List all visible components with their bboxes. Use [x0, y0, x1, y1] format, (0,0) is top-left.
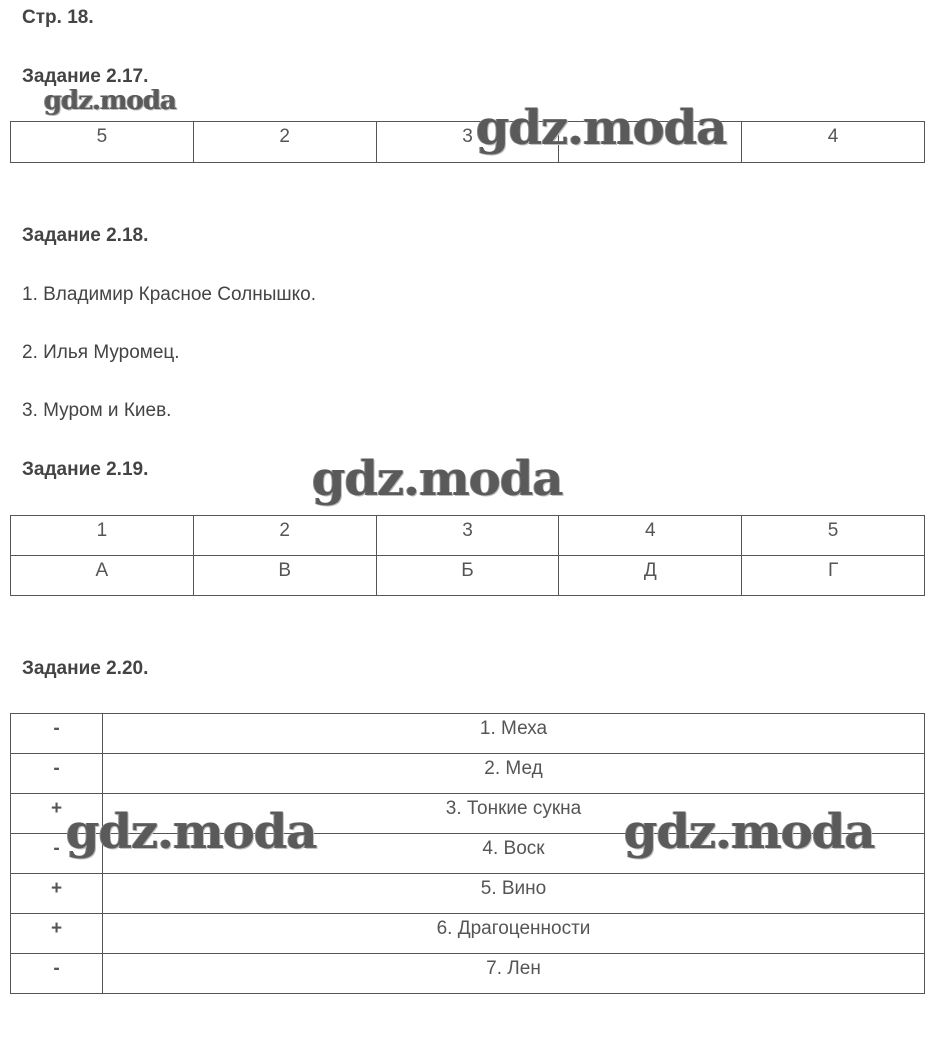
table-row [11, 714, 925, 754]
item-cell: 2. Мед [103, 754, 925, 794]
table-cell: Д [559, 556, 742, 596]
sign-cell: + [11, 914, 103, 954]
task-2-20-title: Задание 2.20. [22, 658, 149, 679]
table-cell: 3 [376, 122, 559, 163]
table-cell: 2 [193, 122, 376, 163]
sign-cell: - [11, 754, 103, 794]
page-number: Стр. 18. [22, 7, 94, 28]
table-row [11, 914, 925, 954]
item-cell: 7. Лен [103, 954, 925, 994]
sign-cell: + [11, 874, 103, 914]
task-2-19-table [10, 515, 925, 596]
table-cell: 1 [11, 516, 194, 556]
table-cell: 4 [742, 122, 925, 163]
table-row [11, 874, 925, 914]
answer-line: 3. Муром и Киев. [22, 400, 172, 421]
table-cell: 5 [11, 122, 194, 163]
table-cell: 4 [559, 516, 742, 556]
watermark-logo: gdz.moda [312, 451, 563, 507]
table-row [11, 556, 925, 596]
table-row [11, 954, 925, 994]
task-2-20-table [10, 713, 925, 994]
answer-line: 2. Илья Муромец. [22, 342, 180, 363]
item-cell: 3. Тонкие сукна [103, 794, 925, 834]
watermark-logo: gdz.moda [44, 86, 177, 116]
table-cell: В [193, 556, 376, 596]
watermark-logo: gdz.moda [66, 804, 317, 860]
task-2-18-title: Задание 2.18. [22, 225, 149, 246]
item-cell: 4. Воск [103, 834, 925, 874]
task-2-17-table [10, 121, 925, 163]
table-row [11, 516, 925, 556]
table-cell: 3 [376, 516, 559, 556]
table-row [11, 754, 925, 794]
item-cell: 1. Меха [103, 714, 925, 754]
task-2-19-title: Задание 2.19. [22, 459, 149, 480]
sign-cell: - [11, 954, 103, 994]
sign-cell: + [11, 794, 103, 834]
table-cell: 2 [193, 516, 376, 556]
table-cell: Б [376, 556, 559, 596]
sign-cell: - [11, 714, 103, 754]
table-row [11, 122, 925, 163]
task-2-17-title: Задание 2.17. [22, 66, 149, 87]
table-cell: А [11, 556, 194, 596]
item-cell: 6. Драгоценности [103, 914, 925, 954]
answer-line: 1. Владимир Красное Солнышко. [22, 284, 316, 305]
sign-cell: - [11, 834, 103, 874]
table-row [11, 794, 925, 834]
table-cell: Г [742, 556, 925, 596]
watermark-logo: gdz.moda [624, 804, 875, 860]
watermark-logo: gdz.moda [476, 100, 727, 156]
table-row [11, 834, 925, 874]
table-cell: 5 [742, 516, 925, 556]
item-cell: 5. Вино [103, 874, 925, 914]
table-cell [559, 122, 742, 163]
